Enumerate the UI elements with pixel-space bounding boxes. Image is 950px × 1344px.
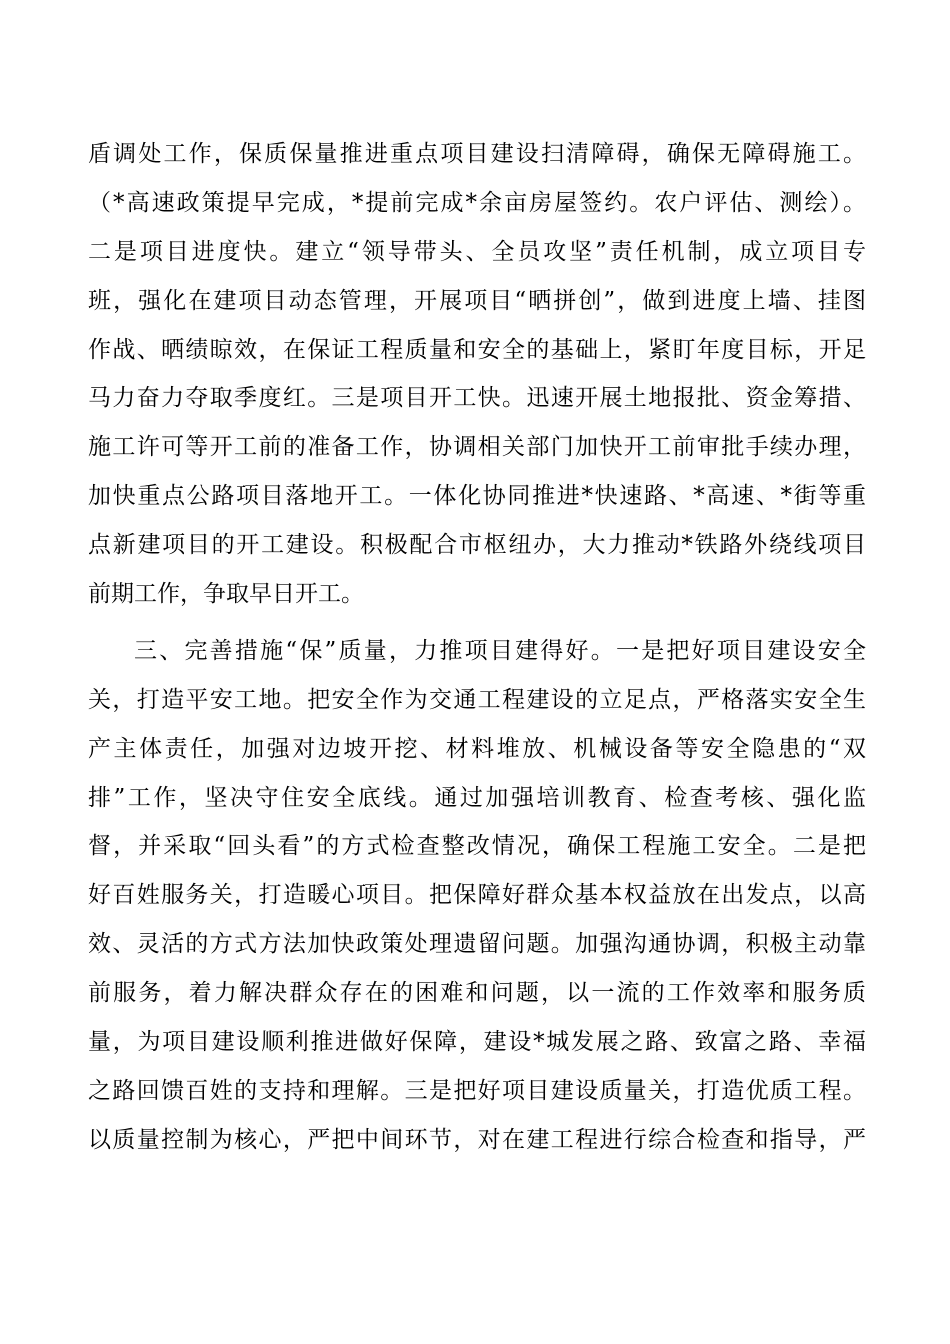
text-line: 以质量控制为核心，严把中间环节，对在建工程进行综合检查和指导，严 xyxy=(88,1126,866,1153)
text-line: 盾调处工作，保质保量推进重点项目建设扫清障碍，确保无障碍施工。 xyxy=(88,141,866,167)
text-line: 二是项目进度快。建立“领导带头、全员攻坚”责任机制，成立项目专 xyxy=(88,238,866,265)
text-line: 加快重点公路项目落地开工。一体化协同推进*快速路、*高速、*街等重 xyxy=(88,483,866,510)
text-line: 点新建项目的开工建设。积极配合市枢纽办，大力推动*铁路外绕线项目 xyxy=(88,532,866,559)
text-line: 施工许可等开工前的准备工作，协调相关部门加快开工前审批手续办理， xyxy=(88,434,866,461)
text-line: 三、完善措施“保”质量，力推项目建得好。一是把好项目建设安全 xyxy=(134,637,866,664)
text-line: 量，为项目建设顺利推进做好保障，建设*城发展之路、致富之路、幸福 xyxy=(88,1029,866,1056)
text-line: 前服务，着力解决群众存在的困难和问题，以一流的工作效率和服务质 xyxy=(88,980,866,1007)
text-line: （*高速政策提早完成，*提前完成*余亩房屋签约。农户评估、测绘）。 xyxy=(88,189,866,216)
text-line: 督，并采取“回头看”的方式检查整改情况，确保工程施工安全。二是把 xyxy=(88,833,866,860)
text-line: 马力奋力夺取季度红。三是项目开工快。迅速开展土地报批、资金筹措、 xyxy=(88,385,866,412)
text-line: 效、灵活的方式方法加快政策处理遗留问题。加强沟通协调，积极主动靠 xyxy=(88,931,866,958)
document-body xyxy=(88,130,866,1165)
text-line: 产主体责任，加强对边坡开挖、材料堆放、机械设备等安全隐患的“双 xyxy=(88,735,866,762)
text-line: 前期工作，争取早日开工。 xyxy=(88,581,364,608)
paragraph-1 xyxy=(88,130,866,619)
text-line: 关，打造平安工地。把安全作为交通工程建设的立足点，严格落实安全生 xyxy=(88,686,866,713)
text-line: 排”工作，坚决守住安全底线。通过加强培训教育、检查考核、强化监 xyxy=(88,784,866,811)
text-line: 之路回馈百姓的支持和理解。三是把好项目建设质量关，打造优质工程。 xyxy=(88,1077,866,1104)
paragraph-2 xyxy=(88,627,866,1165)
paragraph-spacer xyxy=(88,619,866,627)
text-line: 作战、晒绩晾效，在保证工程质量和安全的基础上，紧盯年度目标，开足 xyxy=(88,336,866,363)
text-line: 好百姓服务关，打造暖心项目。把保障好群众基本权益放在出发点，以高 xyxy=(88,882,866,909)
text-line: 班，强化在建项目动态管理，开展项目“晒拼创”，做到进度上墙、挂图 xyxy=(88,287,866,314)
